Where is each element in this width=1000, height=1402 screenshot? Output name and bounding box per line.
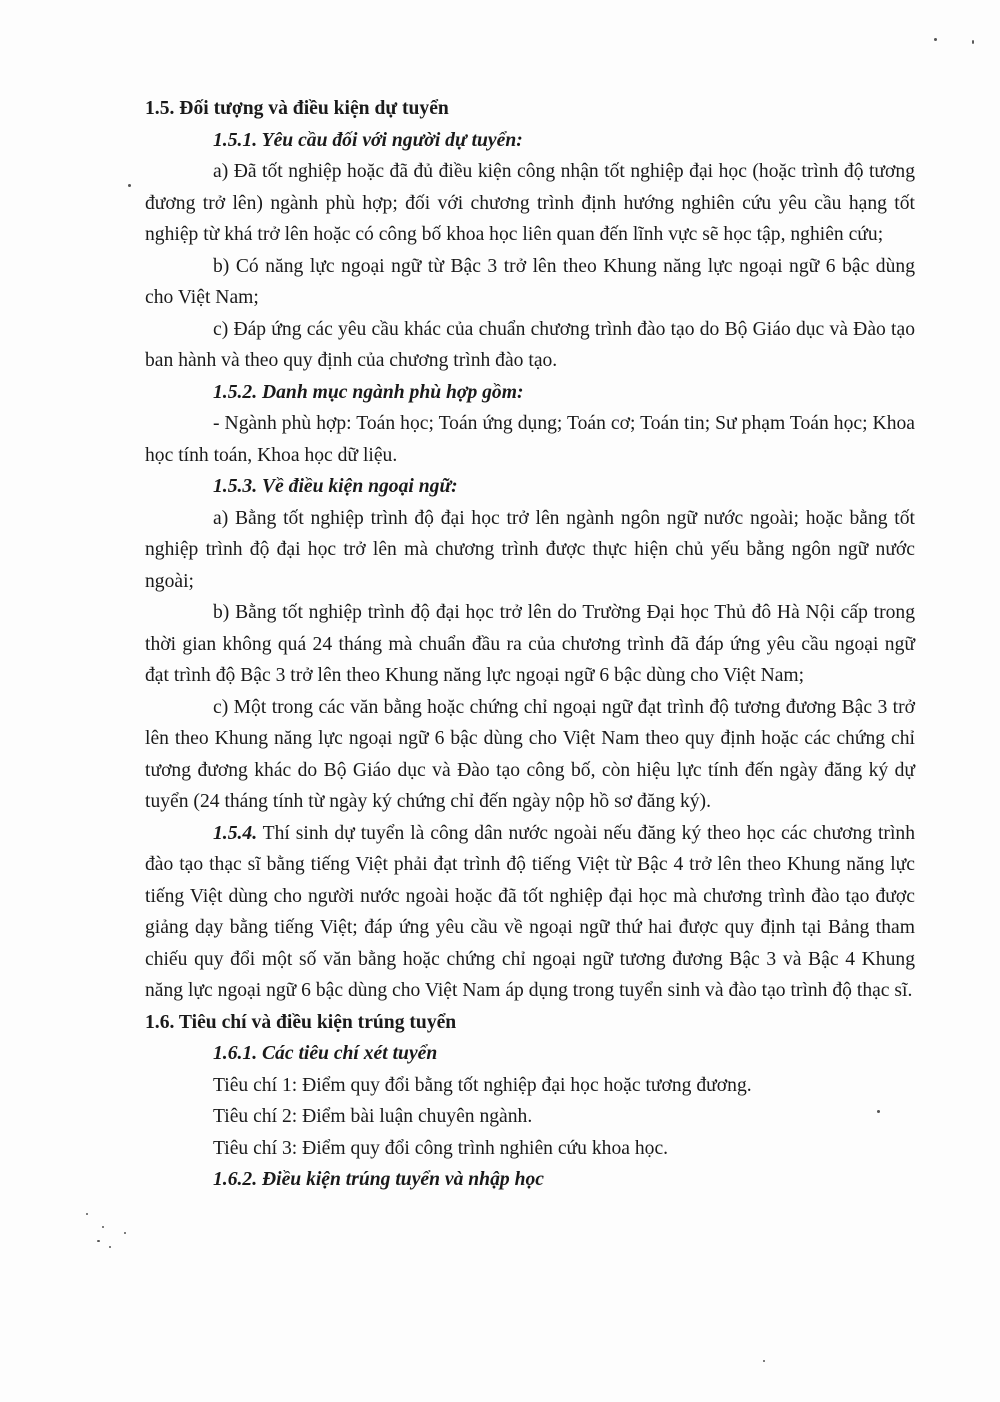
subsection-heading-1-6-1: 1.6.1. Các tiêu chí xét tuyển xyxy=(213,1043,438,1064)
scan-speck xyxy=(763,1360,765,1362)
scan-speck xyxy=(128,184,131,187)
scan-speck xyxy=(972,40,974,44)
subsection-heading-1-5-1: 1.5.1. Yêu cầu đối với người dự tuyển: xyxy=(213,129,523,151)
paragraph-1-5-1-a: a) Đã tốt nghiệp hoặc đã đủ điều kiện công nhận tốt nghiệp đại học (hoặc trình độ tương đương trở lên) ngành phù hợp; đối với chương trình định hướng nghiên cứu yêu cầu hạng tốt nghiệp từ khá trở lên hoặc có công bố khoa học liên quan đến lĩnh vực sẽ học tập, nghiên cứu; xyxy=(145,161,915,245)
paragraph-1-5-3-a: a) Bằng tốt nghiệp trình độ đại học trở lên ngành ngôn ngữ nước ngoài; hoặc bằng tốt nghiệp trình độ đại học trở lên mà chương trình được thực hiện chủ yếu bằng ngôn ngữ nước ngoài; xyxy=(145,507,915,592)
paragraph-1-5-4-text: Thí sinh dự tuyển là công dân nước ngoài nếu đăng ký theo học các chương trình đào tạo thạc sĩ bằng tiếng Việt phải đạt trình độ tiếng Việt từ Bậc 4 trở lên theo Khung năng lực tiếng Việt dùng cho người nước ngoài hoặc đã tốt nghiệp đại học mà chương trình đào tạo được giảng dạy bằng tiếng Việt; đáp ứng yêu cầu về ngoại ngữ thứ hai được quy định tại Bảng tham chiếu quy đổi một số văn bằng hoặc chứng chỉ ngoại ngữ tương đương Bậc 3 và Bậc 4 Khung năng lực ngoại ngữ 6 bậc dùng cho Việt Nam áp dụng trong tuyển sinh và đào tạo trình độ thạc sĩ. xyxy=(145,822,915,1001)
subsection-heading-1-5-2: 1.5.2. Danh mục ngành phù hợp gồm: xyxy=(213,381,524,403)
paragraph-1-5-3-b: b) Bằng tốt nghiệp trình độ đại học trở lên do Trường Đại học Thủ đô Hà Nội cấp trong thời gian không quá 24 tháng mà chuẩn đầu ra của chương trình đã đáp ứng yêu cầu ngoại ngữ đạt trình độ Bậc 3 trở lên theo Khung năng lực ngoại ngữ 6 bậc dùng cho Việt Nam; xyxy=(145,602,915,686)
scan-speck xyxy=(124,1232,126,1234)
criterion-1: Tiêu chí 1: Điểm quy đổi bằng tốt nghiệp đại học hoặc tương đương. xyxy=(213,1074,752,1096)
criterion-3: Tiêu chí 3: Điểm quy đổi công trình nghiên cứu khoa học. xyxy=(213,1137,669,1159)
paragraph-1-5-2: - Ngành phù hợp: Toán học; Toán ứng dụng; Toán cơ; Toán tin; Sư phạm Toán học; Khoa học tính toán, Khoa học dữ liệu. xyxy=(145,413,915,466)
paragraph-1-5-1-c: c) Đáp ứng các yêu cầu khác của chuẩn chương trình đào tạo do Bộ Giáo dục và Đào tạo ban hành và theo quy định của chương trình đào tạo. xyxy=(145,318,915,371)
document-body xyxy=(145,93,915,1196)
scan-speck xyxy=(102,1226,104,1228)
scan-speck xyxy=(934,38,937,41)
criterion-2: Tiêu chí 2: Điểm bài luận chuyên ngành. xyxy=(213,1106,533,1127)
subsection-heading-1-5-3: 1.5.3. Về điều kiện ngoại ngữ: xyxy=(213,476,458,497)
subsection-heading-1-6-2: 1.6.2. Điều kiện trúng tuyển và nhập học xyxy=(213,1169,544,1190)
section-heading-1-5: 1.5. Đối tượng và điều kiện dự tuyển xyxy=(145,98,449,119)
paragraph-1-5-3-c: c) Một trong các văn bằng hoặc chứng chỉ ngoại ngữ đạt trình độ tương đương Bậc 3 trở lên theo Khung năng lực ngoại ngữ 6 bậc dùng cho Việt Nam theo quy định hoặc các chứng chỉ tương đương khác do Bộ Giáo dục và Đào tạo công bố, còn hiệu lực tính đến ngày đăng ký dự tuyển (24 tháng tính từ ngày ký chứng chỉ đến ngày nộp hồ sơ đăng ký). xyxy=(145,696,915,812)
paragraph-1-5-4 xyxy=(145,818,915,1007)
scan-speck xyxy=(86,1213,88,1215)
scan-speck xyxy=(109,1246,111,1248)
section-heading-1-6: 1.6. Tiêu chí và điều kiện trúng tuyển xyxy=(145,1011,457,1033)
paragraph-1-5-1-b: b) Có năng lực ngoại ngữ từ Bậc 3 trở lên theo Khung năng lực ngoại ngữ 6 bậc dùng cho Việt Nam; xyxy=(145,255,915,308)
scan-speck xyxy=(97,1240,100,1242)
subsection-number-1-5-4: 1.5.4. xyxy=(213,822,258,844)
